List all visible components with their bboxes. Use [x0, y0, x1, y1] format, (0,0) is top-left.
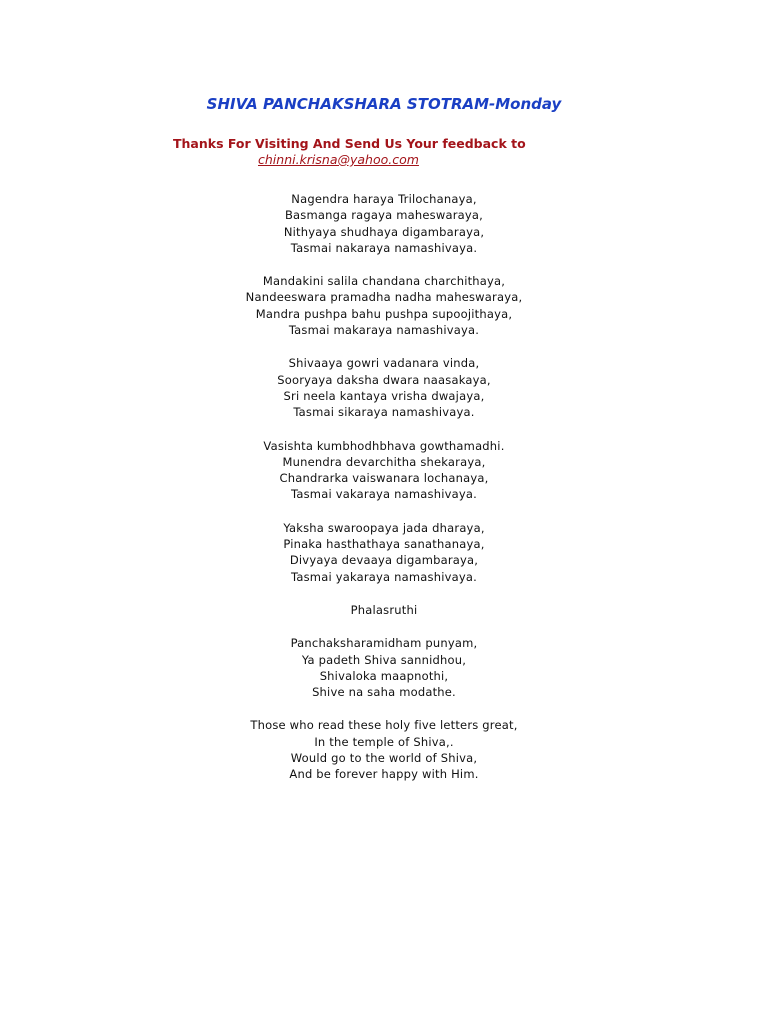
stanza-line: Shivaaya gowri vadanara vinda,	[288, 356, 480, 371]
stanza-4	[0, 438, 768, 503]
stanza-line: Tasmai sikaraya namashivaya.	[293, 405, 475, 420]
stanza-line: Vasishta kumbhodhbhava gowthamadhi.	[263, 438, 505, 453]
stanza-line: Would go to the world of Shiva,	[290, 751, 478, 766]
stanza-line: Ya padeth Shiva sannidhou,	[301, 652, 467, 667]
stanza-3	[0, 355, 768, 420]
translation-stanza	[0, 717, 768, 782]
stanza-line: In the temple of Shiva,.	[314, 734, 454, 749]
stanza-line: Yaksha swaroopaya jada dharaya,	[283, 520, 485, 535]
phalasruthi-stanza	[0, 635, 768, 700]
stanza-line: Munendra devarchitha shekaraya,	[282, 454, 486, 469]
stanza-line: Tasmai makaraya namashivaya.	[288, 323, 480, 338]
page-title: SHIVA PANCHAKSHARA STOTRAM-Monday	[206, 95, 562, 113]
stanza-line: Nandeeswara pramadha nadha maheswaraya,	[245, 290, 523, 305]
feedback-email-link[interactable]: chinni.krisna@yahoo.com	[258, 152, 419, 167]
stanza-line: And be forever happy with Him.	[289, 767, 479, 782]
stanza-line: Divyaya devaaya digambaraya,	[289, 553, 479, 568]
stotram-text	[0, 191, 768, 800]
stanza-line: Shive na saha modathe.	[312, 685, 456, 700]
stanza-line: Mandra pushpa bahu pushpa supoojithaya,	[255, 306, 513, 321]
stanza-line: Shivaloka maapnothi,	[319, 668, 449, 683]
stanza-line: Chandrarka vaiswanara lochanaya,	[279, 471, 489, 486]
stanza-line: Nagendra haraya Trilochanaya,	[291, 192, 477, 206]
stanza-1	[0, 191, 768, 256]
stanza-line: Those who read these holy five letters great,	[250, 718, 518, 733]
phalasruthi-heading: Phalasruthi	[350, 602, 418, 617]
stanza-line: Mandakini salila chandana charchithaya,	[262, 274, 506, 289]
stanza-2	[0, 273, 768, 338]
stanza-line: Pinaka hasthathaya sanathanaya,	[283, 537, 485, 552]
stanza-line: Tasmai nakaraya namashivaya.	[290, 240, 478, 255]
stanza-line: Tasmai vakaraya namashivaya.	[291, 487, 477, 502]
thanks-message: Thanks For Visiting And Send Us Your feedback to	[173, 136, 526, 151]
stanza-line: Basmanga ragaya maheswaraya,	[284, 208, 484, 223]
stanza-line: Sooryaya daksha dwara naasakaya,	[277, 372, 491, 387]
stanza-line: Tasmai yakaraya namashivaya.	[291, 569, 477, 584]
stanza-5	[0, 520, 768, 585]
stanza-line: Panchaksharamidham punyam,	[290, 636, 478, 651]
stanza-line: Nithyaya shudhaya digambaraya,	[283, 224, 485, 239]
stanza-line: Sri neela kantaya vrisha dwajaya,	[283, 388, 485, 403]
